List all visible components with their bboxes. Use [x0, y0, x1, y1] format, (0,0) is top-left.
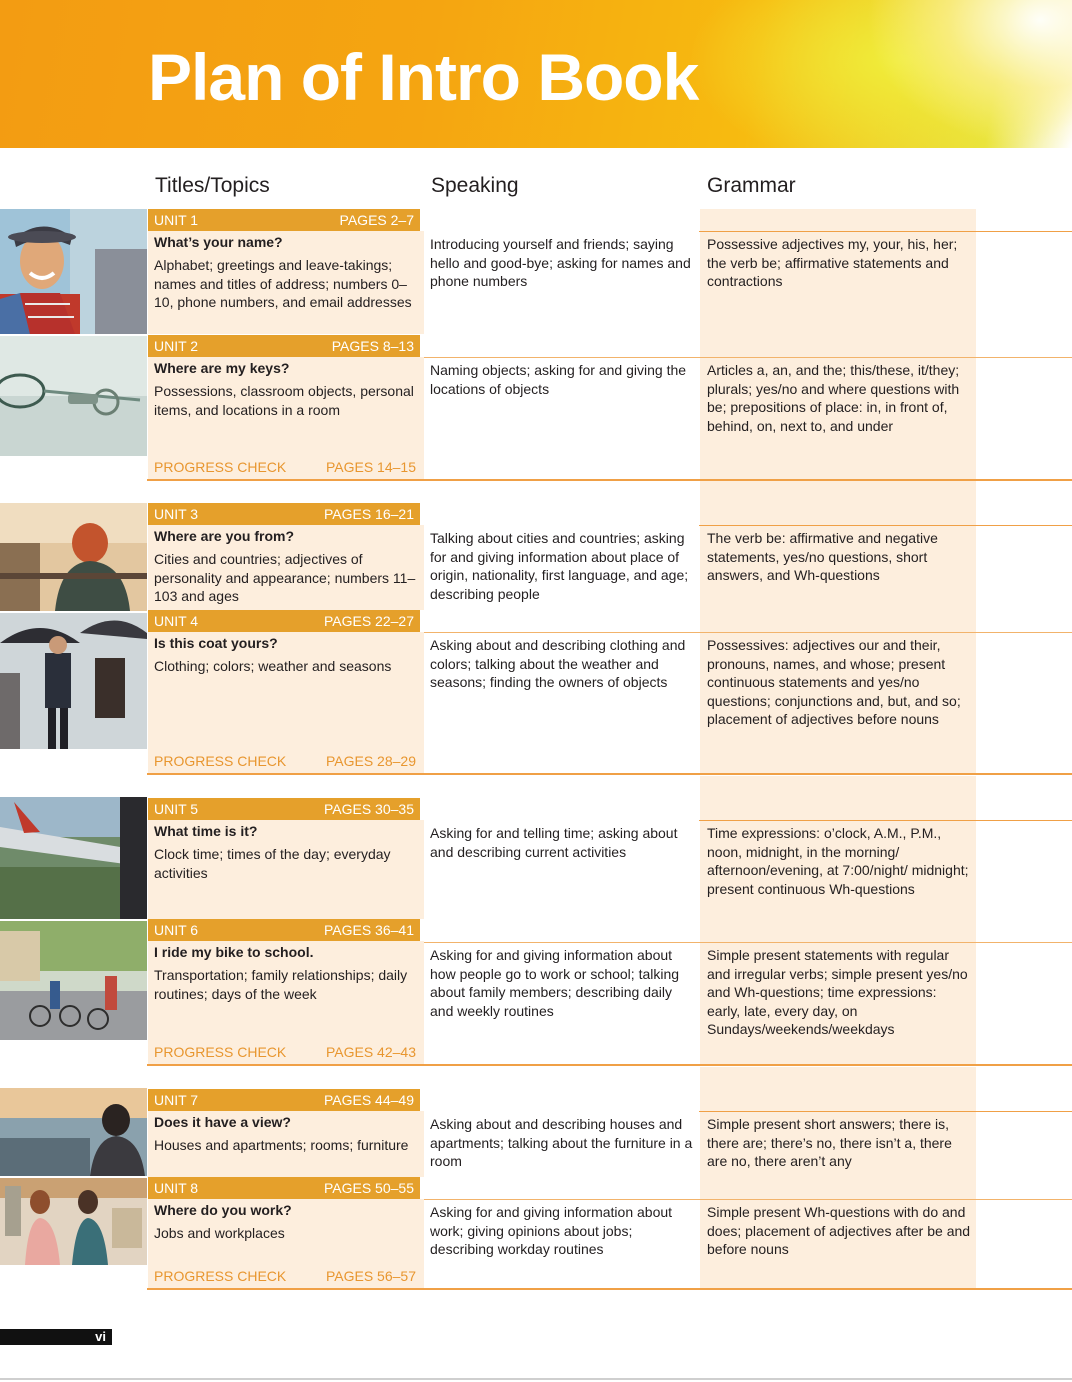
unit-topics: Transportation; family relationships; daily routines; days of the week: [154, 967, 408, 1002]
column-header-speaking: Speaking: [431, 174, 519, 197]
progress-check-label: PROGRESS CHECK: [154, 1044, 287, 1060]
unit-5-title-cell: [148, 820, 424, 919]
unit-8-header: [148, 1177, 420, 1199]
unit-number: UNIT 8: [154, 1180, 199, 1196]
unit-8-speaking: Asking for and giving information about work; giving opinions about jobs; describing workday routines: [430, 1204, 673, 1257]
unit-topics: Clothing; colors; weather and seasons: [154, 658, 392, 674]
unit-title: Where do you work?: [154, 1202, 292, 1218]
unit-3-header: [148, 503, 420, 525]
unit-3-title-cell: [148, 525, 424, 610]
unit-2-header: [148, 335, 420, 357]
row-divider: [699, 1111, 1072, 1112]
unit-title: What’s your name?: [154, 234, 283, 250]
unit-number: UNIT 7: [154, 1092, 199, 1108]
unit-number: UNIT 6: [154, 922, 199, 938]
progress-check-pages: PAGES 42–43: [325, 1044, 416, 1060]
unit-number: UNIT 1: [154, 212, 199, 228]
unit-6-speaking: Asking for and giving information about how people go to work or school; talking about family members; describing daily and weekly routines: [430, 947, 680, 1019]
unit-7-speaking: Asking about and describing houses and apartments; talking about the furniture in a room: [430, 1116, 693, 1169]
unit-pages: PAGES 2–7: [339, 212, 414, 228]
unit-1-grammar: Possessive adjectives my, your, his, her; the verb be; affirmative statements and contractions: [707, 236, 958, 289]
row-divider: [699, 231, 1072, 232]
unit-5-grammar: Time expressions: o’clock, A.M., P.M., noon, midnight, in the morning/ afternoon/evening, at 7:00/night/ midnight; present continuous Wh-questions: [707, 825, 969, 897]
progress-check-pages: PAGES 14–15: [325, 459, 416, 475]
unit-1-header: [148, 209, 420, 231]
unit-8-photo: [0, 1178, 147, 1265]
unit-7-header: [148, 1089, 420, 1111]
row-divider: [424, 1199, 1072, 1200]
row-divider: [699, 525, 1072, 526]
progress-check-label: PROGRESS CHECK: [154, 1268, 287, 1284]
progress-check-4: [148, 1265, 424, 1287]
unit-number: UNIT 4: [154, 613, 199, 629]
unit-5-speaking: Asking for and telling time; asking about and describing current activities: [430, 825, 678, 860]
unit-number: UNIT 3: [154, 506, 199, 522]
unit-1-speaking: Introducing yourself and friends; saying hello and good-bye; asking for names and phone numbers: [430, 236, 691, 289]
unit-pages: PAGES 50–55: [323, 1180, 414, 1196]
unit-pages: PAGES 44–49: [323, 1092, 414, 1108]
unit-topics: Possessions, classroom objects, personal items, and locations in a room: [154, 383, 414, 418]
page-title: Plan of Intro Book: [148, 40, 699, 114]
unit-title: Does it have a view?: [154, 1114, 291, 1130]
column-header-grammar: Grammar: [707, 174, 796, 197]
unit-7-photo: [0, 1088, 147, 1176]
unit-5-photo: [0, 797, 147, 919]
row-divider: [424, 357, 1072, 358]
title-banner: [0, 0, 1072, 148]
unit-2-grammar: Articles a, an, and the; this/these, it/they; plurals; yes/no and where questions with be; prepositions of place: in, in front of, behind, on, next to, and under: [707, 362, 960, 434]
unit-number: UNIT 2: [154, 338, 199, 354]
progress-check-pages: PAGES 56–57: [325, 1268, 416, 1284]
bottom-rule: [0, 1378, 1072, 1380]
unit-8-grammar: Simple present Wh-questions with do and does; placement of adjectives after be and before nouns: [707, 1204, 971, 1257]
unit-pages: PAGES 8–13: [331, 338, 414, 354]
progress-check-3: [148, 1041, 424, 1063]
unit-4-header: [148, 610, 420, 632]
page-number-text: vi: [95, 1329, 106, 1344]
section-divider: [147, 773, 1072, 775]
unit-3-photo: [0, 503, 147, 611]
unit-title: Where are my keys?: [154, 360, 290, 376]
unit-6-grammar: Simple present statements with regular and irregular verbs; simple present yes/no and Wh-questions; time expressions: early, late, every day, on Sundays/weekends/weekdays: [707, 947, 968, 1037]
progress-check-1: [148, 456, 424, 478]
unit-3-speaking: Talking about cities and countries; asking for and giving information about place of origin, nationality, first language, and age; describing people: [430, 530, 689, 602]
progress-check-label: PROGRESS CHECK: [154, 459, 287, 475]
unit-title: I ride my bike to school.: [154, 944, 314, 960]
section-divider: [147, 1064, 1072, 1066]
unit-4-grammar: Possessives: adjectives our and their, pronouns, names, and whose; present continuous statements and yes/no questions; conjunctions and, but, and so; placement of adjectives before nouns: [707, 637, 961, 727]
progress-check-2: [148, 750, 424, 772]
unit-pages: PAGES 22–27: [323, 613, 414, 629]
unit-2-speaking: Naming objects; asking for and giving the locations of objects: [430, 362, 687, 397]
unit-number: UNIT 5: [154, 801, 199, 817]
unit-title: Is this coat yours?: [154, 635, 278, 651]
unit-6-header: [148, 919, 420, 941]
unit-title: What time is it?: [154, 823, 258, 839]
unit-6-photo: [0, 921, 147, 1040]
unit-topics: Houses and apartments; rooms; furniture: [154, 1137, 409, 1153]
progress-check-label: PROGRESS CHECK: [154, 753, 287, 769]
unit-7-grammar: Simple present short answers; there is, there are; there’s no, there isn’t a, there are no, there aren’t any: [707, 1116, 952, 1169]
unit-pages: PAGES 30–35: [323, 801, 414, 817]
unit-4-speaking: Asking about and describing clothing and colors; talking about the weather and seasons; finding the owners of objects: [430, 637, 686, 690]
unit-pages: PAGES 36–41: [323, 922, 414, 938]
column-header-titles: Titles/Topics: [155, 174, 270, 197]
unit-topics: Alphabet; greetings and leave-takings; names and titles of address; numbers 0–10, phone numbers, and email addresses: [154, 257, 412, 310]
row-divider: [424, 942, 1072, 943]
unit-topics: Clock time; times of the day; everyday activities: [154, 846, 391, 881]
unit-pages: PAGES 16–21: [323, 506, 414, 522]
unit-topics: Jobs and workplaces: [154, 1225, 285, 1241]
unit-1-photo: [0, 209, 147, 334]
row-divider: [699, 820, 1072, 821]
progress-check-pages: PAGES 28–29: [325, 753, 416, 769]
unit-2-photo: [0, 336, 147, 456]
unit-1-title-cell: [148, 231, 424, 334]
unit-topics: Cities and countries; adjectives of personality and appearance; numbers 11–103 and ages: [154, 551, 416, 604]
unit-5-header: [148, 798, 420, 820]
section-divider: [147, 1288, 1072, 1290]
unit-7-title-cell: [148, 1111, 424, 1177]
unit-4-photo: [0, 613, 147, 749]
unit-3-grammar: The verb be: affirmative and negative statements, yes/no questions, short answers, and Wh-questions: [707, 530, 938, 583]
page-number: [0, 1329, 112, 1345]
unit-title: Where are you from?: [154, 528, 295, 544]
row-divider: [424, 632, 1072, 633]
